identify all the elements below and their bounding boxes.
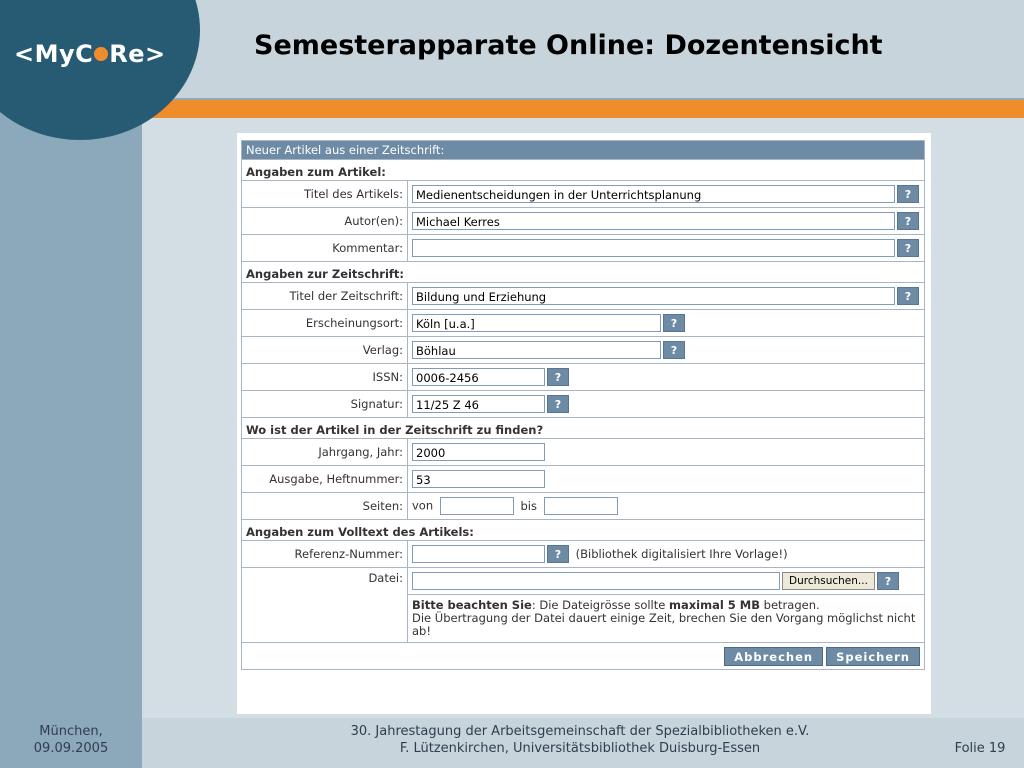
form-row [242,235,925,262]
help-button[interactable]: ? [547,545,569,563]
article-form [241,140,925,670]
section-article: Angaben zum Artikel: [242,160,925,181]
upload-note: Bitte beachten Sie: Die Dateigrösse sollte maximal 5 MB betragen. Die Übertragung der Datei dauert einige Zeit, brechen Sie den Vorgang möglichst nicht ab! [412,598,916,638]
signature-input[interactable]: 11/25 Z 46 [412,395,545,413]
form-row [242,181,925,208]
form-row [242,439,925,466]
reference-input[interactable] [412,545,545,563]
form-row [242,493,925,520]
pages-from-label: von [412,498,434,513]
help-button[interactable]: ? [897,287,919,305]
form-header: Neuer Artikel aus einer Zeitschrift: [242,141,925,160]
form-row [242,283,925,310]
file-label: Datei: [242,568,408,643]
pages-to-input[interactable] [544,497,618,515]
help-button[interactable]: ? [897,185,919,203]
mycore-logo: <MyC Re> [14,40,166,68]
place-input[interactable]: Köln [u.a.] [412,314,661,332]
help-button[interactable]: ? [897,239,919,257]
cancel-button[interactable]: Abbrechen [724,647,823,666]
journal-title-input[interactable]: Bildung und Erziehung [412,287,895,305]
publisher-input[interactable]: Böhlau [412,341,661,359]
journal-title-label: Titel der Zeitschrift: [242,283,408,310]
help-button[interactable]: ? [877,572,899,590]
form-row [242,208,925,235]
section-location: Wo ist der Artikel in der Zeitschrift zu finden? [242,418,925,439]
footer-date: München, 09.09.2005 [33,724,109,756]
year-input[interactable]: 2000 [412,443,545,461]
button-row [242,643,925,670]
help-button[interactable]: ? [663,341,685,359]
article-title-input[interactable]: Medienentscheidungen in der Unterrichtsplanung [412,185,895,203]
slide-number: Folie 19 [954,741,1006,756]
issue-input[interactable]: 53 [412,470,545,488]
browse-button[interactable]: Durchsuchen... [782,572,875,590]
signature-label: Signatur: [242,391,408,418]
help-button[interactable]: ? [663,314,685,332]
pages-from-input[interactable] [440,497,514,515]
file-input[interactable] [412,572,780,590]
form-row [242,391,925,418]
form-row [242,568,925,595]
place-label: Erscheinungsort: [242,310,408,337]
author-label: Autor(en): [242,208,408,235]
logo-dot-icon [94,47,108,61]
form-panel [237,133,931,714]
form-row [242,364,925,391]
issn-input[interactable]: 0006-2456 [412,368,545,386]
reference-hint: (Bibliothek digitalisiert Ihre Vorlage!) [575,546,788,561]
form-row [242,541,925,568]
save-button[interactable]: Speichern [826,647,920,666]
issn-label: ISSN: [242,364,408,391]
form-row [242,310,925,337]
title-label: Titel des Artikels: [242,181,408,208]
page-title: Semesterapparate Online: Dozentensicht [254,30,883,61]
orange-bar [142,98,1024,118]
author-input[interactable]: Michael Kerres [412,212,895,230]
section-fulltext: Angaben zum Volltext des Artikels: [242,520,925,541]
help-button[interactable]: ? [547,395,569,413]
publisher-label: Verlag: [242,337,408,364]
pages-to-label: bis [520,498,537,513]
section-journal: Angaben zur Zeitschrift: [242,262,925,283]
footer-credits: 30. Jahrestagung der Arbeitsgemeinschaft der Spezialbibliotheken e.V. F. Lützenkirchen, Universitätsbibliothek Duisburg-Essen [350,724,810,756]
pages-label: Seiten: [242,493,408,520]
comment-input[interactable] [412,239,895,257]
form-row [242,466,925,493]
help-button[interactable]: ? [547,368,569,386]
reference-label: Referenz-Nummer: [242,541,408,568]
year-label: Jahrgang, Jahr: [242,439,408,466]
help-button[interactable]: ? [897,212,919,230]
issue-label: Ausgabe, Heftnummer: [242,466,408,493]
comment-label: Kommentar: [242,235,408,262]
form-row [242,337,925,364]
